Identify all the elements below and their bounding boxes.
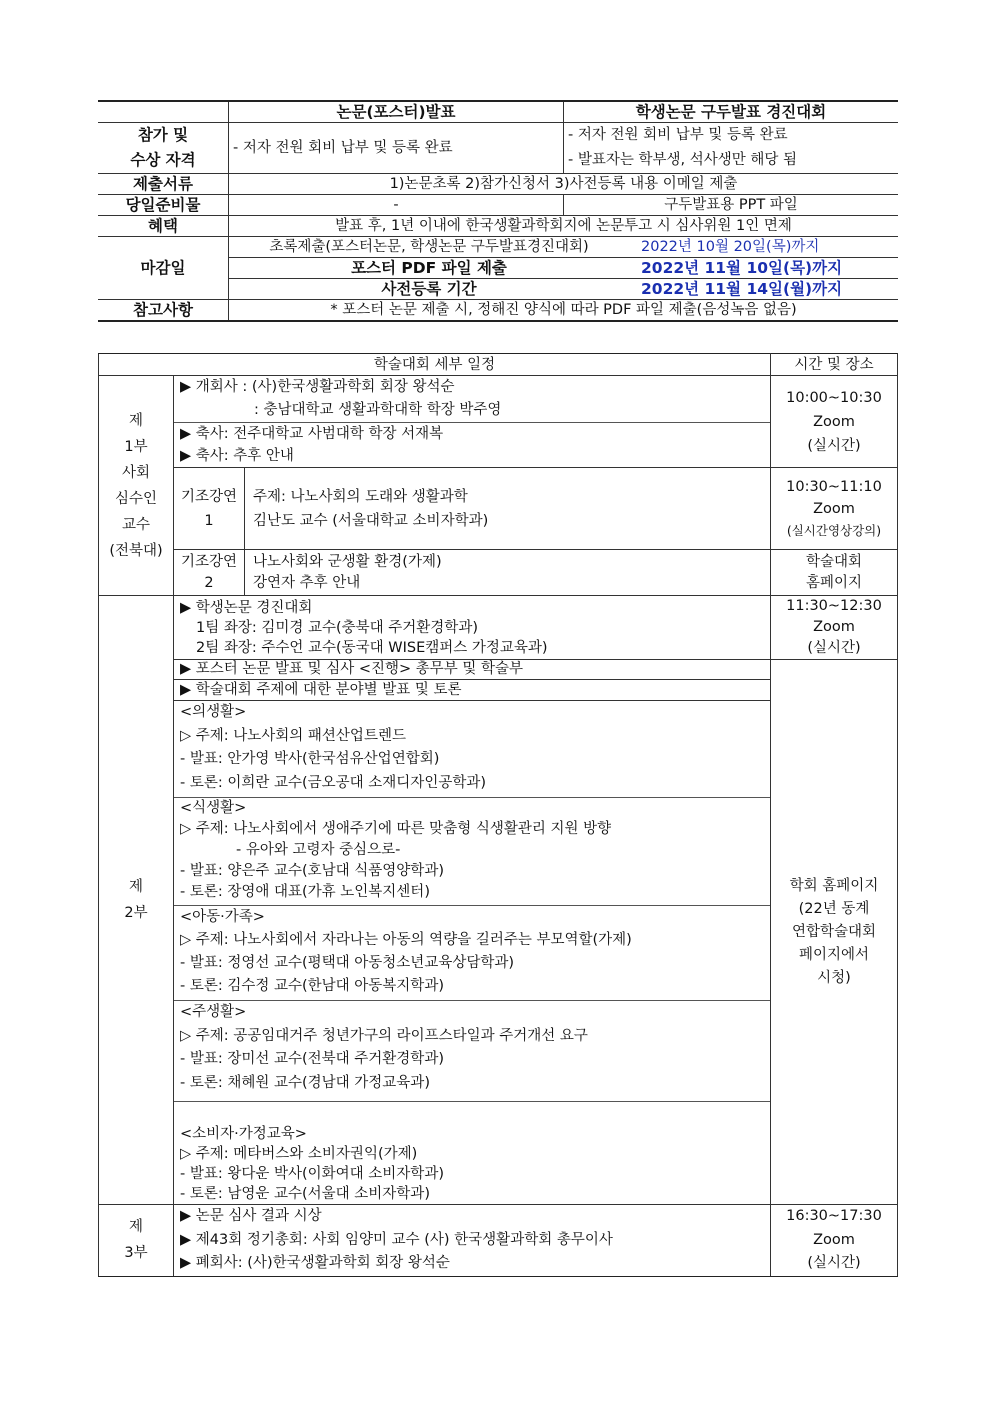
group-line: - 토론: 남영운 교수(서울대 소비자학과) (180, 1186, 430, 1202)
closing-line: ▶ 논문 심사 결과 시상 (180, 1208, 322, 1224)
group-line: ▷ 주제: 메타버스와 소비자권익(가제) (180, 1146, 418, 1162)
header-student: 학생논문 구두발표 경진대회 (564, 101, 899, 123)
prep-label: 당일준비물 (98, 195, 229, 216)
group-line: - 토론: 장영애 대표(가휴 노인복지센터) (180, 884, 430, 900)
group-line: ▷ 주제: 나노사회에서 자라나는 아동의 역량을 길러주는 부모역할(가제) (180, 932, 632, 948)
note-label: 참고사항 (98, 300, 229, 322)
deadline-item: 초록제출(포스터논문, 학생논문 구두발표경진대회) (269, 239, 589, 255)
keynote2-cell (174, 550, 771, 596)
contest-cell (174, 596, 771, 660)
keynote2-body (245, 550, 770, 595)
contest-title: ▶ 학생논문 경진대회 (180, 600, 313, 616)
keynote-label-line: 2 (204, 574, 214, 591)
deadline-row-1 (229, 237, 899, 258)
part1-label-line: 제 (128, 412, 143, 429)
schedule-header: 학술대회 세부 일정 (99, 354, 771, 376)
qual-label-line1: 참가 및 (137, 126, 189, 144)
keynote1-label (174, 468, 245, 549)
group-line: - 발표: 안가영 박사(한국섬유산업연합회) (180, 751, 440, 767)
part1-label-line: (전북대) (109, 542, 163, 559)
group-name: <식생활> (180, 800, 247, 816)
deadline-date: 2022년 11월 14일(월)까지 (641, 280, 843, 298)
deadline-label: 마감일 (98, 237, 229, 300)
keynote-speaker: 김난도 교수 (서울대학교 소비자학과) (253, 512, 489, 529)
panel-cell (174, 660, 771, 1205)
deadline-item: 사전등록 기간 (381, 280, 477, 298)
closing-line: ▶ 제43회 정기총회: 사회 임양미 교수 (사) 한국생활과학회 총무이사 (180, 1231, 613, 1248)
time-text: (실시간) (807, 1255, 861, 1271)
part1-label-line: 사회 (121, 464, 150, 481)
keynote1-cell (174, 468, 771, 550)
group-line: - 토론: 이희란 교수(금오공대 소재디자인공학과) (180, 774, 486, 791)
qualification-poster: - 저자 전원 회비 납부 및 등록 완료 (229, 123, 564, 174)
time-text: 홈페이지 (805, 574, 863, 591)
requirements-table (98, 100, 898, 322)
part1-label-line: 1부 (124, 438, 148, 455)
time-text: (실시간) (807, 437, 861, 454)
part2-label-line: 제 (128, 879, 143, 895)
congrats-line: ▶ 축사: 전주대학교 사범대학 학장 서재복 (180, 426, 444, 442)
time-text: 페이지에서 (798, 946, 870, 963)
schedule-table (98, 353, 898, 1277)
group-line: - 유아와 고령자 중심으로- (236, 842, 401, 858)
deadline-date: 2022년 10월 20일(목)까지 (641, 239, 820, 255)
deadline-row-2 (229, 258, 899, 279)
opening-cell (174, 376, 771, 468)
panel-group-consumer (174, 1102, 770, 1204)
time-text: Zoom (813, 413, 855, 430)
group-name: <소비자·가정교육> (180, 1126, 307, 1142)
group-line: - 토론: 채혜원 교수(경남대 가정교육과) (180, 1074, 430, 1091)
group-line: ▷ 주제: 나노사회에서 생애주기에 따른 맞춤형 식생활관리 지원 방향 (180, 821, 612, 837)
part2-label-line: 2부 (124, 905, 148, 921)
contest-team: 2팀 좌장: 주수언 교수(동국대 WISE캠퍼스 가정교육과) (196, 640, 548, 656)
closing-line: ▶ 폐회사: (사)한국생활과학회 회장 왕석순 (180, 1255, 450, 1271)
time-text: 16:30~17:30 (786, 1208, 882, 1224)
docs-value: 1)논문초록 2)참가신청서 3)사전등록 내용 이메일 제출 (229, 174, 899, 195)
poster-line: ▶ 포스터 논문 발표 및 심사 <진행> 총무부 및 학술부 (174, 660, 770, 680)
part2-time-contest (771, 596, 898, 660)
keynote-speaker: 강연자 추후 안내 (253, 574, 361, 591)
group-line: - 발표: 장미선 교수(전북대 주거환경학과) (180, 1051, 444, 1067)
group-line: - 토론: 김수정 교수(한남대 아동복지학과) (180, 978, 444, 994)
deadline-item: 포스터 PDF 파일 제출 (351, 259, 507, 277)
panel-group-family (174, 906, 770, 1001)
keynote-label-line: 기조강연 (180, 488, 238, 505)
time-text: (22년 동계 (798, 900, 870, 917)
panel-group-housing (174, 1001, 770, 1102)
group-line: ▷ 주제: 공공임대거주 청년가구의 라이프스타일과 주거개선 요구 (180, 1027, 588, 1044)
time-text: (실시간영상강의) (786, 522, 882, 538)
part3-label (99, 1205, 174, 1277)
keynote-label-line: 기조강연 (180, 553, 238, 570)
time-text: 학술대회 (805, 553, 863, 570)
part1-label-line: 교수 (121, 516, 150, 533)
part1-label-line: 심수인 (114, 490, 158, 507)
part3-time (771, 1205, 898, 1277)
part1-label (99, 376, 174, 596)
opening-line: ▶ 개회사 : (사)한국생활과학회 회장 왕석순 (180, 379, 455, 395)
part1-time-3 (771, 550, 898, 596)
group-line: ▷ 주제: 나노사회의 패션산업트렌드 (180, 727, 406, 744)
panel-line: ▶ 학술대회 주제에 대한 분야별 발표 및 토론 (174, 680, 770, 701)
docs-label: 제출서류 (98, 174, 229, 195)
time-text: Zoom (813, 1231, 855, 1248)
time-place-header: 시간 및 장소 (771, 354, 898, 376)
part1-time-1 (771, 376, 898, 468)
panel-group-food (174, 798, 770, 906)
qualification-label (98, 123, 229, 174)
prep-poster: - (229, 195, 564, 216)
note-value: * 포스터 논문 제출 시, 정해진 양식에 따라 PDF 파일 제출(음성녹음 없음) (229, 300, 899, 322)
time-text: Zoom (813, 619, 855, 635)
qual-student-line1: - 저자 전원 회비 납부 및 등록 완료 (568, 127, 788, 143)
keynote-label-line: 1 (204, 512, 214, 529)
group-line: - 발표: 왕다운 박사(이화여대 소비자학과) (180, 1166, 444, 1182)
qualification-student (564, 123, 899, 174)
header-poster: 논문(포스터)발표 (229, 101, 564, 123)
group-line: - 발표: 정영선 교수(평택대 아동청소년교육상담학과) (180, 955, 515, 971)
panel-group-clothing (174, 701, 770, 798)
part2-label (99, 596, 174, 1205)
time-text: (실시간) (807, 640, 861, 656)
keynote-topic: 주제: 나노사회의 도래와 생활과학 (253, 488, 468, 505)
deadline-date: 2022년 11월 10일(목)까지 (641, 259, 843, 277)
group-name: <의생활> (180, 704, 247, 720)
qual-label-line2: 수상 자격 (130, 151, 196, 169)
time-text: Zoom (813, 500, 855, 517)
keynote2-label (174, 550, 245, 595)
deadline-row-3 (229, 279, 899, 300)
congrats-block (174, 422, 770, 467)
congrats-line: ▶ 축사: 추후 안내 (180, 448, 294, 464)
time-text: 11:30~12:30 (786, 598, 882, 614)
time-text: 10:00~10:30 (786, 389, 882, 406)
time-text: 시청) (817, 969, 851, 986)
corner-cell (98, 101, 229, 123)
keynote-topic: 나노사회와 군생활 환경(가제) (253, 553, 442, 570)
group-name: <주생활> (180, 1004, 247, 1020)
group-name: <아동·가족> (180, 909, 265, 925)
part2-time-panel (771, 660, 898, 1205)
time-text: 10:30~11:10 (786, 478, 882, 495)
qual-student-line2: - 발표자는 학부생, 석사생만 해당 됨 (568, 152, 797, 168)
contest-team: 1팀 좌장: 김미경 교수(충북대 주거환경학과) (196, 620, 478, 636)
part1-time-2 (771, 468, 898, 550)
group-line: - 발표: 양은주 교수(호남대 식품영양학과) (180, 863, 444, 879)
benefit-label: 혜택 (98, 216, 229, 237)
time-text: 연합학술대회 (791, 923, 877, 940)
closing-cell (174, 1205, 771, 1277)
part3-label-line: 제 (128, 1219, 143, 1236)
benefit-value: 발표 후, 1년 이내에 한국생활과학회지에 논문투고 시 심사위원 1인 면제 (229, 216, 899, 237)
time-text: 학회 홈페이지 (789, 877, 879, 894)
opening-line: : 충남대학교 생활과학대학 학장 박주영 (254, 402, 502, 418)
part3-label-line: 3부 (124, 1245, 148, 1262)
keynote1-body (245, 468, 770, 549)
prep-student: 구두발표용 PPT 파일 (564, 195, 899, 216)
